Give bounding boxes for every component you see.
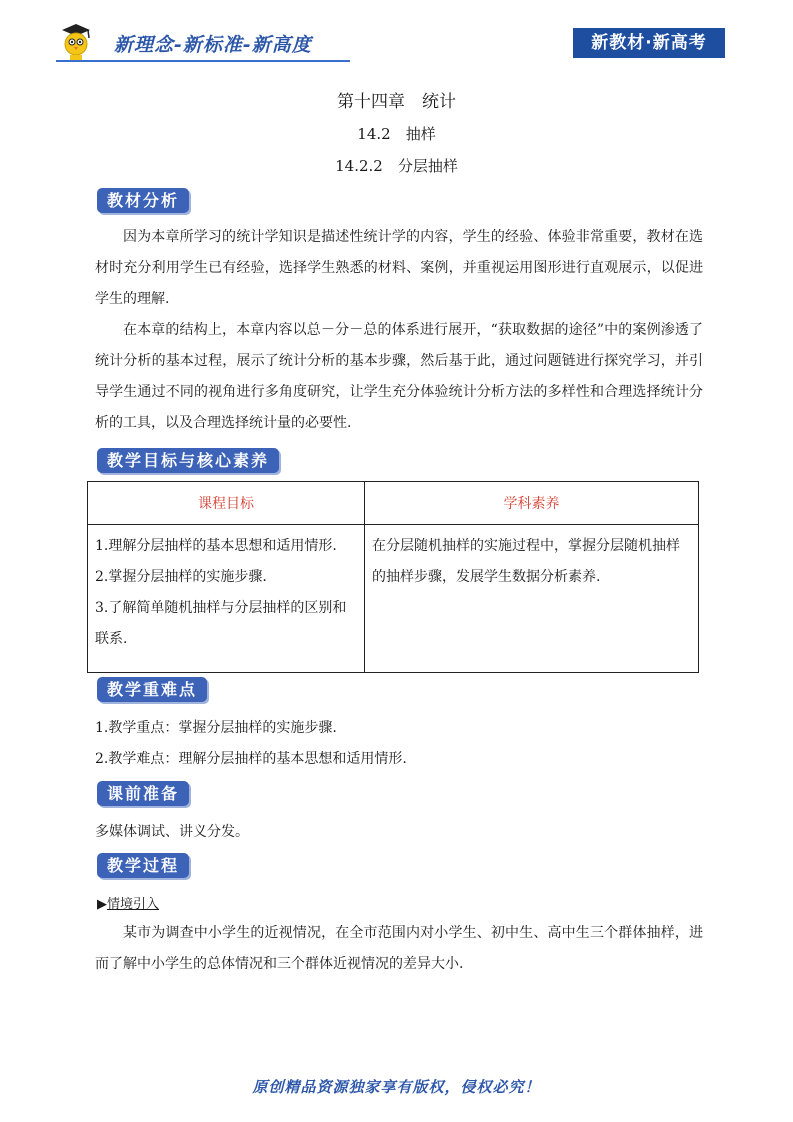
analysis-paragraph-2: 在本章的结构上，本章内容以总－分－总的体系进行展开，“获取数据的途径”中的案例渗透了统计分析的基本过程，展示了统计分析的基本步骤，然后基于此，通过问题链进行探究学习，并引导学生通过不同的视角进行多角度研究，让学生充分体验统计分析方法的多样性和合理选择统计分析的工具，以及合理选择统计量的必要性. <box>95 322 703 431</box>
section-heading-goals: 教学目标与核心素养 <box>97 448 279 473</box>
subheading-scenario <box>97 893 159 912</box>
course-goal-item: 3.了解简单随机抽样与分层抽样的区别和联系. <box>95 600 347 647</box>
chapter-title: 第十四章 统计 <box>337 92 456 112</box>
graduate-owl-icon <box>58 22 94 62</box>
goals-table <box>87 481 699 673</box>
page-footer: 原创精品资源独家享有版权，侵权必究！ <box>252 1078 541 1096</box>
header-slogan: 新理念-新标准-新高度 <box>114 34 312 56</box>
key-point-text: 1.教学重点：掌握分层抽样的实施步骤. <box>95 720 337 736</box>
preparation-text: 多媒体调试、讲义分发。 <box>95 824 249 840</box>
header-badge: 新教材·新高考 <box>573 28 725 58</box>
subheading-label: 情境引入 <box>107 897 160 912</box>
process-paragraph-1: 某市为调查中小学生的近视情况，在全市范围内对小学生、初中生、高中生三个群体抽样，进而了解中小学生的总体情况和三个群体近视情况的差异大小. <box>95 925 703 972</box>
section-heading-difficulty: 教学重难点 <box>97 677 207 702</box>
analysis-paragraph-1: 因为本章所学习的统计学知识是描述性统计学的内容，学生的经验、体验非常重要，教材在选材时充分利用学生已有经验，选择学生熟悉的材料、案例，并重视运用图形进行直观展示，以促进学生的理解. <box>95 229 703 307</box>
difficult-point-text: 2.教学难点：理解分层抽样的基本思想和适用情形. <box>95 751 407 767</box>
page-header <box>0 0 793 70</box>
literacy-cell <box>365 525 699 673</box>
triangle-marker-icon: ▶ <box>97 897 107 912</box>
literacy-text: 在分层随机抽样的实施过程中，掌握分层随机抽样的抽样步骤，发展学生数据分析素养. <box>372 538 680 585</box>
section-heading-preparation: 课前准备 <box>97 781 189 806</box>
section-title: 14.2 抽样 <box>357 125 436 143</box>
section-heading-analysis: 教材分析 <box>97 188 189 213</box>
table-header-course-goals: 课程目标 <box>88 482 365 525</box>
section-heading-process: 教学过程 <box>97 853 189 878</box>
course-goal-item: 1.理解分层抽样的基本思想和适用情形. <box>95 538 337 554</box>
table-row <box>88 525 699 673</box>
subsection-title: 14.2.2 分层抽样 <box>335 157 458 175</box>
course-goal-item: 2.掌握分层抽样的实施步骤. <box>95 569 267 585</box>
table-header-row <box>88 482 699 525</box>
course-goals-cell <box>88 525 365 673</box>
table-header-literacy: 学科素养 <box>365 482 699 525</box>
header-underline <box>56 60 350 62</box>
